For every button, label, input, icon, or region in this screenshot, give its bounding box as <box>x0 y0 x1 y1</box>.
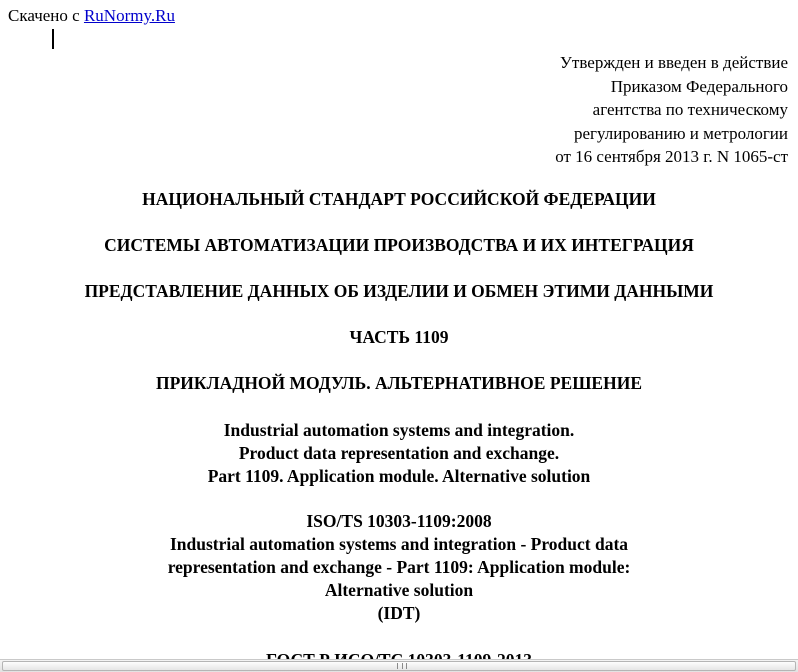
english-title-line: Part 1109. Application module. Alternative solution <box>207 466 591 486</box>
systems-heading: СИСТЕМЫ АВТОМАТИЗАЦИИ ПРОИЗВОДСТВА И ИХ ИНТЕГРАЦИЯ <box>104 235 694 255</box>
english-title-line: Product data representation and exchange. <box>238 443 560 463</box>
representation-heading: ПРЕДСТАВЛЕНИЕ ДАННЫХ ОБ ИЗДЕЛИИ И ОБМЕН ЭТИМИ ДАННЫМИ <box>84 281 714 301</box>
runormy-link[interactable]: RuNormy.Ru <box>83 6 175 25</box>
source-prefix: Скачено с <box>8 6 84 25</box>
approval-line: агентства по техническому <box>592 100 788 119</box>
iso-line: Alternative solution <box>324 580 474 600</box>
horizontal-scrollbar[interactable] <box>0 659 798 672</box>
module-heading: ПРИКЛАДНОЙ МОДУЛЬ. АЛЬТЕРНАТИВНОЕ РЕШЕНИЕ <box>156 373 642 393</box>
gost-designation-cut <box>0 649 798 659</box>
grip-icon <box>397 663 407 669</box>
iso-line: (IDT) <box>377 603 421 623</box>
iso-line: representation and exchange - Part 1109: Application module: <box>167 557 631 577</box>
approval-line: Утвержден и введен в действие <box>559 53 788 72</box>
iso-line: Industrial automation systems and integration - Product data <box>169 534 629 554</box>
approval-line: регулированию и метрологии <box>573 123 788 143</box>
english-title-line: Industrial automation systems and integration. <box>223 420 575 440</box>
source-line <box>8 6 175 26</box>
english-title-block <box>0 419 798 488</box>
iso-line: ISO/TS 10303-1109:2008 <box>306 511 492 531</box>
approval-block <box>555 51 788 169</box>
approval-line: Приказом Федерального <box>610 76 788 96</box>
part-heading: ЧАСТЬ 1109 <box>349 327 449 347</box>
standard-heading: НАЦИОНАЛЬНЫЙ СТАНДАРТ РОССИЙСКОЙ ФЕДЕРАЦИИ <box>142 189 656 209</box>
text-cursor <box>52 29 54 49</box>
iso-block <box>0 510 798 625</box>
approval-line: от 16 сентября 2013 г. N 1065-ст <box>555 147 788 166</box>
scrollbar-thumb[interactable] <box>2 661 796 671</box>
